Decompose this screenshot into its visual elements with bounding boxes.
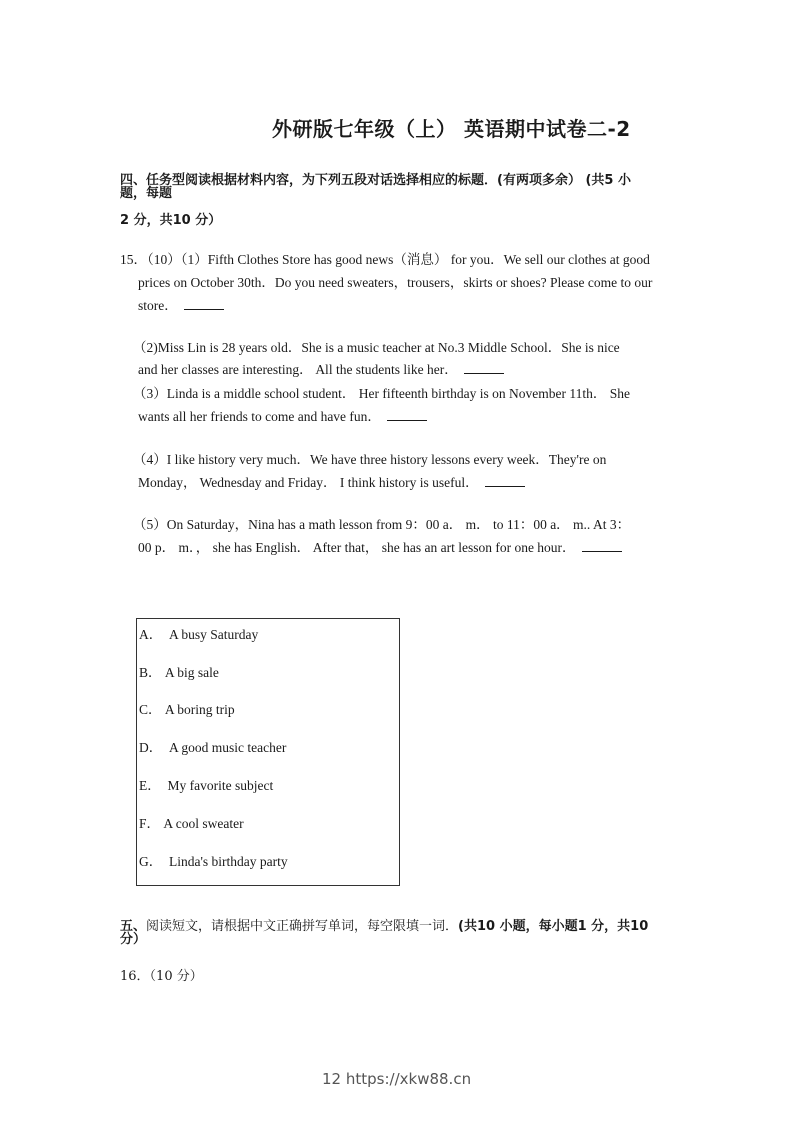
section4-heading-line2: 题，每题 (120, 186, 173, 201)
q16-label: 16．（10 分） (120, 969, 203, 984)
answer-blank-1[interactable] (184, 297, 224, 310)
option-letter: E． (139, 778, 161, 793)
option-text: A busy Saturday (169, 627, 259, 642)
q15-p5-line1: （5）On Saturday，Nina has a math lesson from 9：00 a． m． to 11：00 a． m.. At 3： (133, 517, 631, 532)
option-e (139, 774, 273, 794)
answer-blank-5[interactable] (582, 539, 622, 552)
q15-p2-line1: （2)Miss Lin is 28 years old．She is a music teacher at No.3 Middle School．She is nice (133, 340, 620, 355)
page-footer (322, 1070, 471, 1088)
q15-p4-line1: （4）I like history very much．We have three history lessons every week．They're on (133, 452, 607, 467)
q15-p4-line2-text: Monday， Wednesday and Friday． I think history is useful． (138, 475, 479, 490)
page-number: 12 (322, 1070, 342, 1088)
q15-p1-line3 (138, 294, 224, 317)
option-d (139, 736, 286, 756)
option-letter: C． (139, 702, 162, 717)
q15-p1-line1: 15．（10）（1）Fifth Clothes Store has good news（消息） for you．We sell our clothes at good (120, 252, 650, 267)
option-c (139, 698, 235, 718)
footer-url[interactable]: https://xkw88.cn (345, 1070, 472, 1088)
page-title: 外研版七年级（上） 英语期中试卷二-2 (272, 117, 631, 141)
option-letter: D． (139, 740, 163, 755)
option-letter: B． (139, 665, 162, 680)
option-letter: F． (139, 816, 161, 831)
options-box (136, 618, 400, 886)
answer-blank-2[interactable] (464, 361, 504, 374)
option-b (139, 661, 219, 681)
q15-p1-line2: prices on October 30th．Do you need sweaters，trousers，skirts or shoes? Please come to our (138, 275, 653, 290)
q15-p2-line2-text: and her classes are interesting． All the students like her． (138, 362, 458, 377)
q15-p5-line2 (138, 536, 622, 559)
q15-p4-line2 (138, 471, 525, 494)
section5-instruction: 阅读短文，请根据中文正确拼写单词，每空限填一词． (146, 919, 459, 934)
q15-p1-line3-text: store． (138, 298, 178, 313)
option-a (139, 623, 258, 643)
section5-heading-line2: 分） (120, 932, 147, 947)
section4-heading-line3: 2 分，共10 分） (120, 213, 222, 228)
q15-p2-line2 (138, 358, 504, 381)
section5-prefix: 五、 (120, 919, 147, 934)
section5-score: (共10 小题，每小题1 分，共10 (458, 919, 649, 934)
option-g (139, 850, 288, 870)
section4-heading-line1: 四、任务型阅读根据材料内容，为下列五段对话选择相应的标题．(有两项多余） (共5 小 (120, 173, 631, 188)
option-text: My favorite subject (167, 778, 274, 793)
option-text: A cool sweater (163, 816, 244, 831)
option-f (139, 812, 244, 832)
option-text: A boring trip (164, 702, 235, 717)
option-text: A big sale (164, 665, 219, 680)
option-letter: A． (139, 627, 163, 642)
answer-blank-4[interactable] (485, 474, 525, 487)
option-text: Linda's birthday party (169, 854, 288, 869)
q15-p3-line1: （3）Linda is a middle school student． Her fifteenth birthday is on November 11th． She (133, 386, 631, 401)
option-text: A good music teacher (169, 740, 287, 755)
q15-p3-line2-text: wants all her friends to come and have fun． (138, 409, 381, 424)
q15-p3-line2 (138, 405, 427, 428)
option-letter: G． (139, 854, 163, 869)
q15-p5-line2-text: 00 p． m．， she has English． After that， she has an art lesson for one hour． (138, 540, 576, 555)
section5-heading-line1 (120, 920, 648, 933)
answer-blank-3[interactable] (387, 408, 427, 421)
